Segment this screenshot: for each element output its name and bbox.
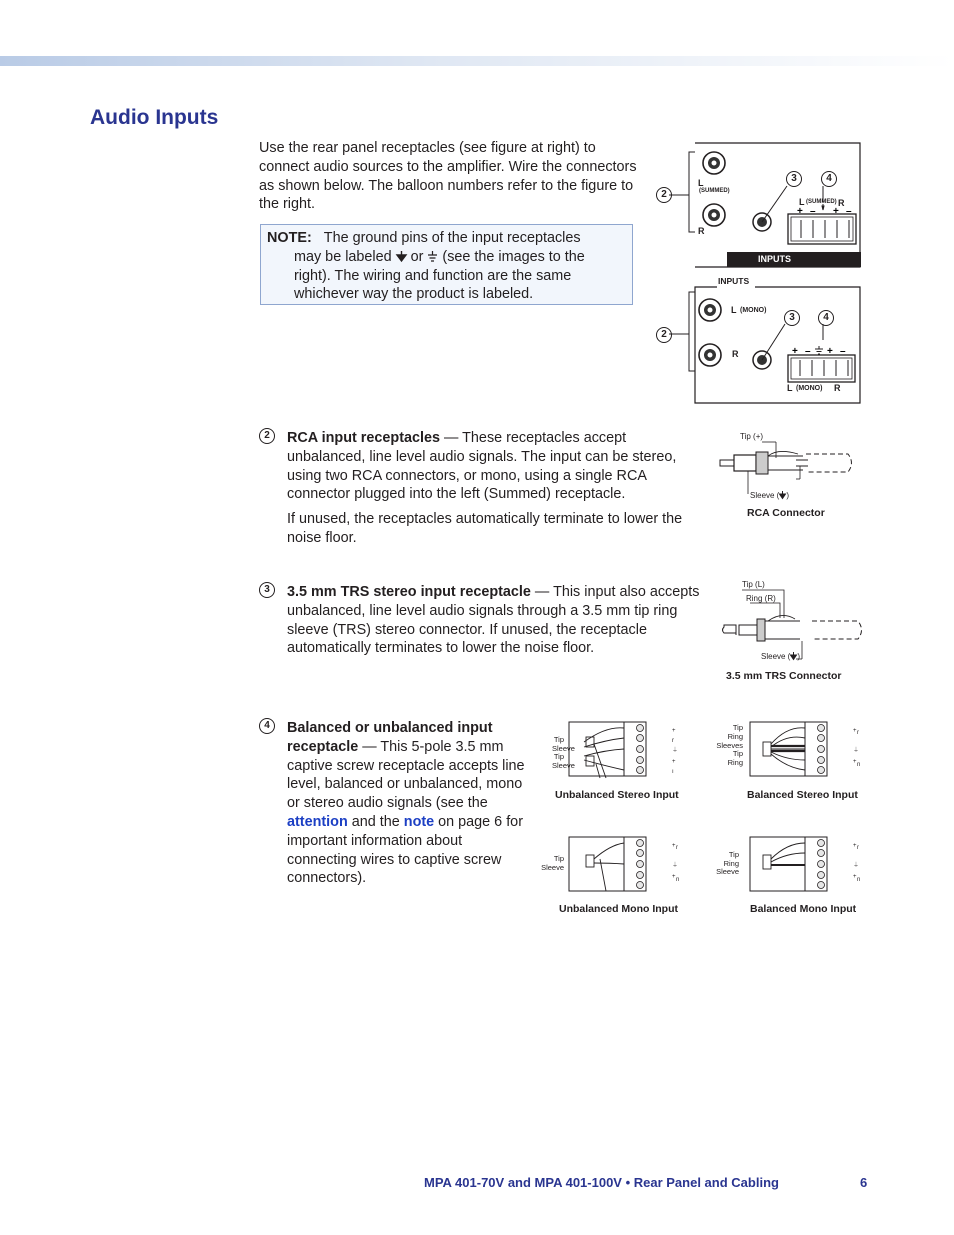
ground-arrow-icon xyxy=(779,491,786,499)
svg-text:+: + xyxy=(672,843,676,849)
note-line-4: whichever way the product is labeled. xyxy=(294,286,534,303)
rca-tip-label: Tip (+) xyxy=(740,432,764,441)
svg-text:n: n xyxy=(676,877,680,883)
balloon-3-bottom: 3 xyxy=(784,310,800,326)
svg-text:+: + xyxy=(853,759,857,765)
svg-text:⏚: ⏚ xyxy=(853,748,860,754)
panel-bottom-captive-mono: (MONO) xyxy=(796,385,823,392)
item-trs-text: — This input also accepts unbalanced, line level audio signals through a 3.5 mm tip ring sleeve (TRS) stereo connector. If unused, the receptacle automatically terminates to lower the noise floor. xyxy=(287,584,700,657)
svg-text:r: r xyxy=(857,845,859,851)
ground-arrow-icon xyxy=(396,250,407,262)
svg-text:⏚: ⏚ xyxy=(853,863,860,869)
unbal-mono-labels: Tip Sleeve xyxy=(541,854,564,872)
note-line-3: right). The wiring and function are the same xyxy=(294,267,572,284)
svg-text:+: + xyxy=(853,874,857,880)
svg-text:+: + xyxy=(833,206,839,217)
item-captive-title: Balanced or unbalanced input receptacle xyxy=(287,720,493,755)
svg-text:+: + xyxy=(792,346,798,357)
unbal-stereo-caption: Unbalanced Stereo Input xyxy=(555,789,679,801)
item-rca-unused-text: If unused, the receptacles automatically terminate to lower the noise floor. xyxy=(287,511,683,546)
panel-bottom-mono-label: (MONO) xyxy=(740,307,767,314)
rca-sleeve-label: Sleeve ( ) xyxy=(750,491,790,500)
trs-ring-label: Ring (R) xyxy=(746,594,776,603)
balloon-4-bottom: 4 xyxy=(818,310,834,326)
balloon-2-top: 2 xyxy=(656,187,672,203)
svg-text:n: n xyxy=(857,877,861,883)
unbal-mono-caption: Unbalanced Mono Input xyxy=(559,903,678,915)
panel-bottom-r-label: R xyxy=(732,349,739,359)
item-rca-title: RCA input receptacles xyxy=(287,430,441,446)
svg-text:+: + xyxy=(827,346,833,357)
note-line-2: may be labeled or (see the images to the xyxy=(294,248,585,265)
panel-top-l-label: L xyxy=(698,178,704,188)
balloon-2-item: 2 xyxy=(259,428,275,444)
svg-text:⏚: ⏚ xyxy=(672,863,679,869)
svg-text:+: + xyxy=(672,874,676,880)
item-captive-receptacle: Balanced or unbalanced input receptacle — This 5-pole 3.5 mm captive screw receptacle accepts line level, balanced or unbalanced, mono or stereo audio signals (see the attention and the note on page 6 for important information about connecting wires to captive screw connectors). xyxy=(287,720,525,887)
rca-caption: RCA Connector xyxy=(747,507,825,519)
note-label: NOTE: xyxy=(267,230,312,246)
page-title: Audio Inputs xyxy=(90,106,219,129)
panel-bottom-captive-l: L xyxy=(787,383,793,393)
unbalanced-stereo-wiring-diagram xyxy=(566,720,686,780)
svg-text:+: + xyxy=(672,728,676,734)
rca-connector-diagram xyxy=(718,432,863,502)
panel-top-r-label: R xyxy=(698,226,705,236)
balloon-2-bottom: 2 xyxy=(656,327,672,343)
panel-bottom-captive-r: R xyxy=(834,383,841,393)
svg-text:–: – xyxy=(840,346,846,357)
intro-paragraph: Use the rear panel receptacles (see figure at right) to connect audio sources to the amplifier. Wire the connectors as shown below. The balloon numbers refer to the figure to the right. xyxy=(259,140,637,213)
svg-text:r: r xyxy=(672,738,674,744)
footer-title: MPA 401-70V and MPA 401-100V • Rear Panel and Cabling xyxy=(424,1175,779,1190)
svg-text:+: + xyxy=(797,206,803,217)
unbalanced-mono-wiring-diagram xyxy=(566,835,686,895)
item-trs-title: 3.5 mm TRS stereo input receptacle xyxy=(287,584,531,600)
balanced-stereo-wiring-diagram xyxy=(747,720,867,780)
balloon-3-top: 3 xyxy=(786,171,802,187)
svg-text:+: + xyxy=(853,728,857,734)
note-line-1: NOTE: The ground pins of the input receptacles xyxy=(267,230,581,246)
bal-mono-labels: Tip Ring Sleeve xyxy=(716,850,739,877)
panel-top-summed-label: (SUMMED) xyxy=(699,188,730,194)
attention-link[interactable]: attention xyxy=(287,813,348,830)
svg-text:+: + xyxy=(672,759,676,765)
svg-text:ı: ı xyxy=(672,769,674,775)
bal-mono-caption: Balanced Mono Input xyxy=(750,903,857,915)
page-number: 6 xyxy=(860,1175,868,1190)
item-trs-receptacle xyxy=(287,583,702,658)
rear-panel-mono-diagram xyxy=(655,276,875,406)
note-box xyxy=(260,224,633,305)
panel-bottom-inputs-label: INPUTS xyxy=(718,276,750,286)
svg-text:r: r xyxy=(676,845,678,851)
header-gradient-bar xyxy=(0,56,954,66)
ground-arrow-icon xyxy=(790,652,797,660)
panel-top-captive-summed: (SUMMED) xyxy=(806,199,837,205)
panel-top-captive-l: L xyxy=(799,197,805,207)
note-link[interactable]: note xyxy=(403,813,435,830)
trs-tip-label: Tip (L) xyxy=(742,580,765,589)
item-rca-receptacles xyxy=(287,429,707,504)
svg-text:r: r xyxy=(857,730,859,736)
bal-stereo-caption: Balanced Stereo Input xyxy=(747,789,858,801)
unbal-stereo-labels: Tip Sleeve Tip Sleeve xyxy=(552,735,575,770)
panel-top-inputs-label: INPUTS xyxy=(758,254,792,264)
item-rca-text: — These receptacles accept unbalanced, line level audio signals. The input can be stereo, using two RCA connectors, or mono, using a single RCA connector plugged into the left (Summed) receptacle. xyxy=(287,430,677,503)
trs-caption: 3.5 mm TRS Connector xyxy=(726,670,842,682)
svg-text:–: – xyxy=(846,206,852,217)
svg-text:–: – xyxy=(805,346,811,357)
svg-text:⏚: ⏚ xyxy=(672,748,679,754)
trs-sleeve-label: Sleeve ( ) xyxy=(761,652,801,661)
balloon-4-top: 4 xyxy=(821,171,837,187)
panel-top-captive-r: R xyxy=(838,198,845,208)
balanced-mono-wiring-diagram xyxy=(747,835,867,895)
balloon-4-item: 4 xyxy=(259,718,275,734)
svg-text:n: n xyxy=(857,762,861,768)
svg-text:+: + xyxy=(853,843,857,849)
bal-stereo-labels: Tip Ring Sleeves Tip Ring xyxy=(716,723,743,768)
svg-text:–: – xyxy=(810,206,816,217)
balloon-3-item: 3 xyxy=(259,582,275,598)
panel-bottom-l-label: L xyxy=(731,305,737,315)
ground-symbol-icon xyxy=(427,250,438,262)
